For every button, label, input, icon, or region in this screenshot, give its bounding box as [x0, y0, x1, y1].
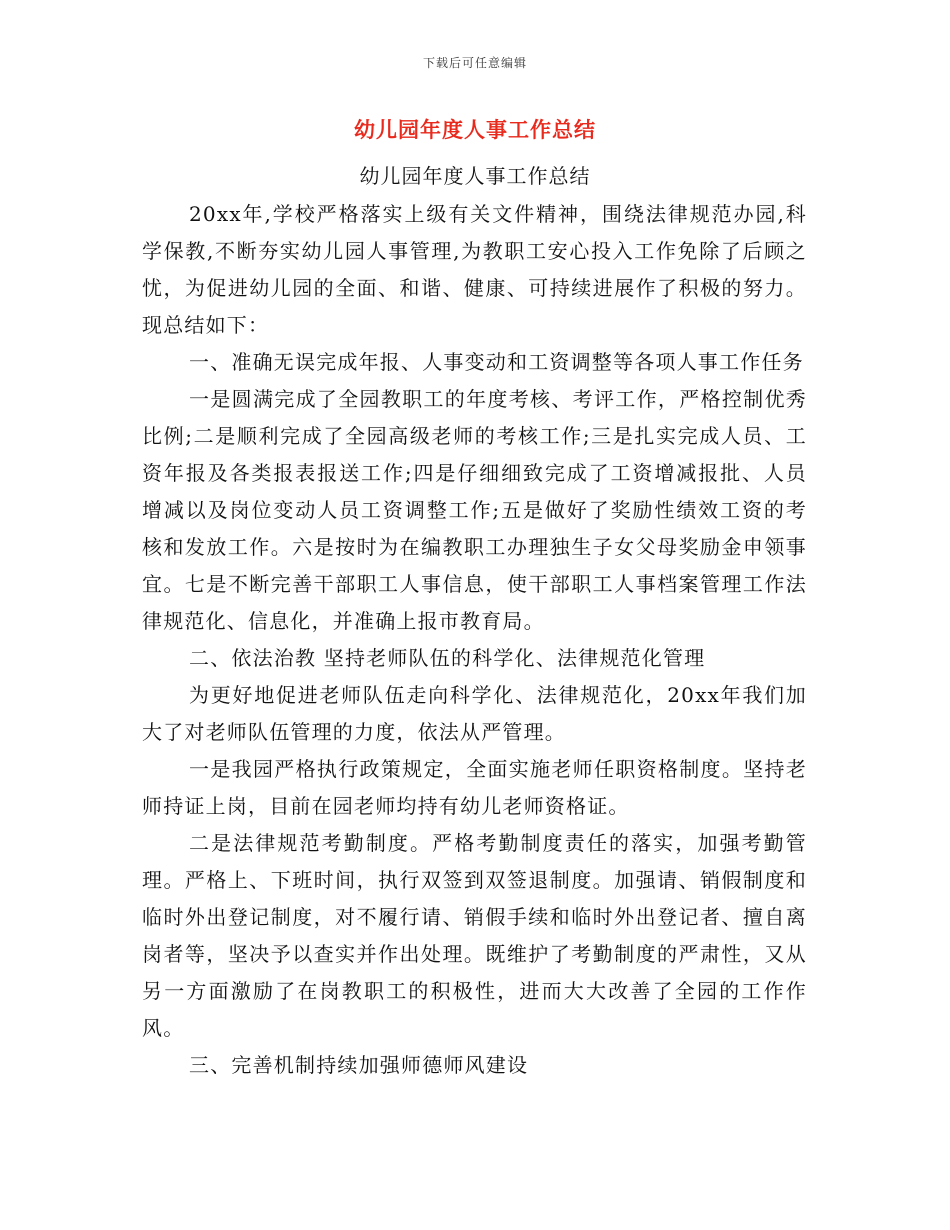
paragraph-section-1: 一是圆满完成了全园教职工的年度考核、考评工作，严格控制优秀比例;二是顺利完成了全园高级老师的考核工作;三是扎实完成人员、工资年报及各类报表报送工作;四是仔细细致完成了工资增减报批、人员增减以及岗位变动人员工资调整工作;五是做好了奖励性绩效工资的考核和发放工作。六是按时为在编教职工办理独生子女父母奖励金申领事宜。七是不断完善干部职工人事信息，使干部职工人事档案管理工作法律规范化、信息化，并准确上报市教育局。 — [142, 387, 807, 633]
section-heading-1: 一、准确无误完成年报、人事变动和工资调整等各项人事工作任务 — [189, 350, 804, 374]
section-heading-2: 二、依法治教 坚持老师队伍的科学化、法律规范化管理 — [189, 646, 706, 670]
paragraph-attendance: 二是法律规范考勤制度。严格考勤制度责任的落实，加强考勤管理。严格上、下班时间，执行双签到双签退制度。加强请、销假制度和临时外出登记制度，对不履行请、销假手续和临时外出登记者、擅自离岗者等，坚决予以查实并作出处理。既维护了考勤制度的严肃性，又从另一方面激励了在岗教职工的积极性，进而大大改善了全园的工作作风。 — [142, 831, 807, 1040]
document-title: 幼儿园年度人事工作总结 — [354, 118, 596, 142]
section-heading-3: 三、完善机制持续加强师德师风建设 — [189, 1053, 529, 1077]
paragraph-intro: 20xx年,学校严格落实上级有关文件精神，围绕法律规范办园,科学保教,不断夯实幼儿园人事管理,为教职工安心投入工作免除了后顾之忧，为促进幼儿园的全面、和谐、健康、可持续进展作了积极的努力。现总结如下： — [142, 202, 807, 337]
paragraph-qualification: 一是我园严格执行政策规定，全面实施老师任职资格制度。坚持老师持证上岗，目前在园老师均持有幼儿老师资格证。 — [142, 757, 807, 818]
paragraph-section-2-intro: 为更好地促进老师队伍走向科学化、法律规范化，20xx年我们加大了对老师队伍管理的力度，依法从严管理。 — [142, 683, 807, 744]
page-header-note: 下载后可任意编辑 — [422, 56, 527, 70]
document-body — [142, 196, 807, 1084]
document-subtitle: 幼儿园年度人事工作总结 — [359, 164, 591, 188]
